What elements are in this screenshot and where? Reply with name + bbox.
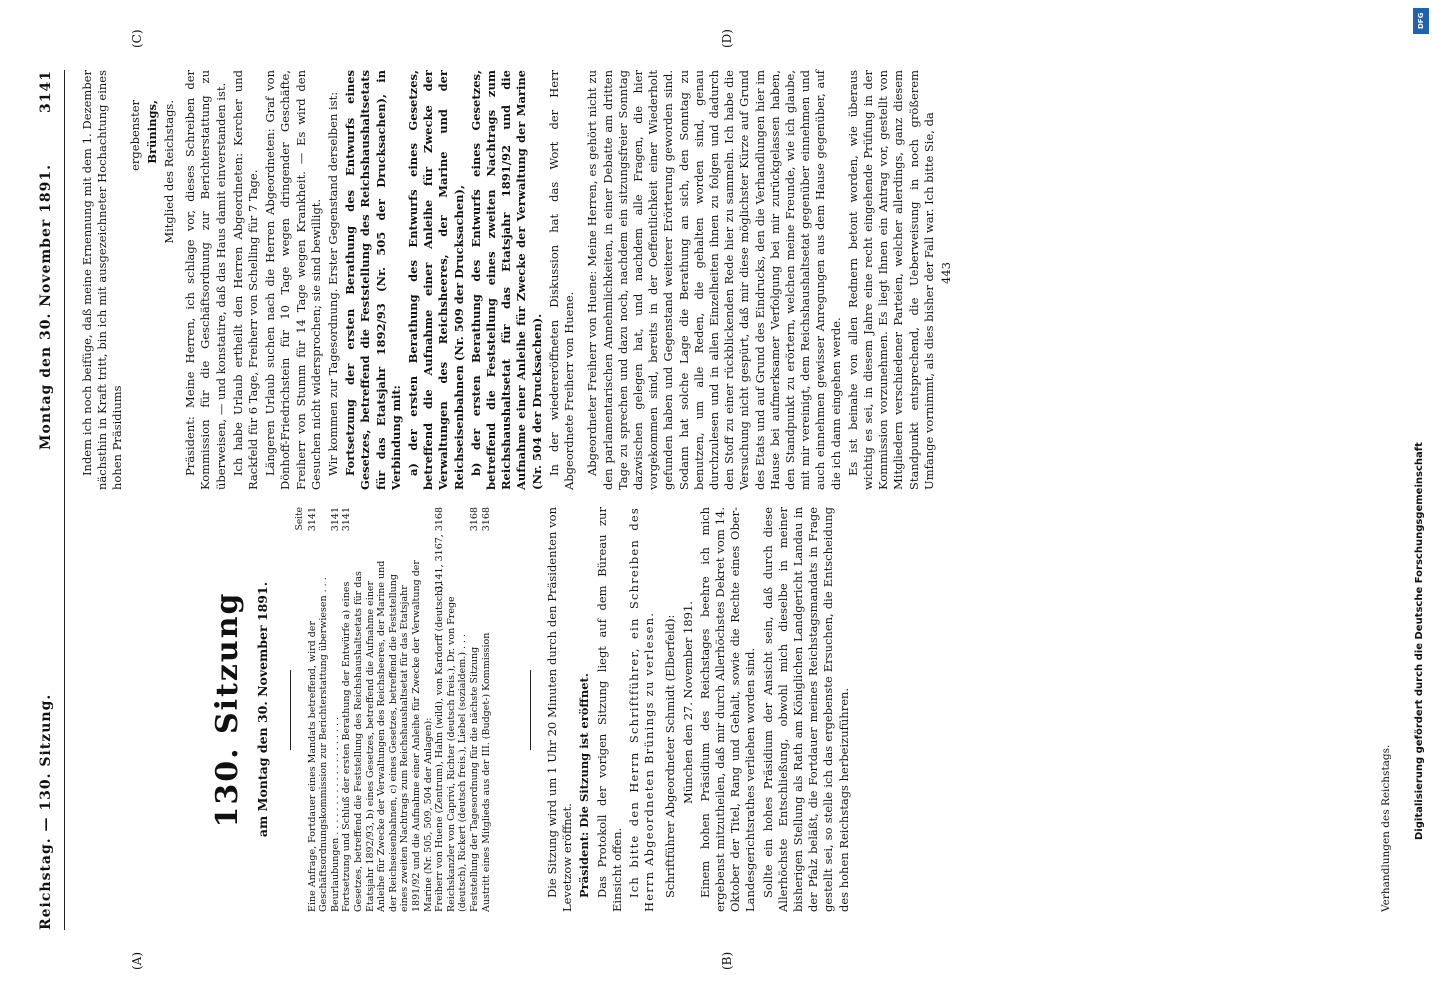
toc-item: Fortsetzung und Schluß der ersten Berathung der Entwürfe a) eines Gesetzes, betreffend die Feststellung des Reichshaushaltsetats für das Etatsjahr 1892/93, b) eines Gesetzes, betreffend die Aufnahme einer Anleihe für Zwecke der Verwaltungen des Reichsheeres, der Marine und der Reichseisenbahnen, c) eines Gesetzes, betreffend die Feststellung eines zweiten Nachtrags zum Reichshaushaltsetat für das Etatsjahr 1891/92 und die Aufnahme einer Anleihe für Zwecke der Verwaltung der Marine (Nr. 505, 509, 504 der Anlagen): 3141 bbox=[341, 507, 434, 912]
agenda-item: b) der ersten Berathung des Entwurfs eines Gesetzes, betreffend die Feststellung eines zweiten Nachtrags zum Reichshaushaltsetat für das Etatsjahr 1891/92 und die Aufnahme einer Anleihe für Zwecke der Verwaltung der Marine (Nr. 504 der Drucksachen). bbox=[468, 70, 544, 490]
opening-paragraph: Ich bitte den Herrn Schriftführer, ein Schreiben des Herrn Abgeordneten Brünings zu verlesen. bbox=[627, 507, 657, 912]
opening-paragraph: Die Sitzung wird um 1 Uhr 20 Minuten durch den Präsidenten von Levetzow eröffnet. bbox=[545, 507, 575, 912]
paragraph: Längeren Urlaub suchen nach die Herren Abgeordneten: Graf von Dönhoff-Friedrichstein für 10 Tage wegen dringender Geschäfte, Freiherr von Stumm für 14 Tage wegen Krankheit. — Es wird den Gesuchen nicht widersprochen; sie sind bewilligt. bbox=[263, 70, 323, 490]
paragraph: Präsident: Meine Herren, ich schlage vor, dieses Schreiben der Kommission für die Geschäftsordnung zur Berichterstattung zu überweisen, — und konstatire, daß das Haus damit einverstanden ist. bbox=[183, 70, 228, 490]
letter-paragraph: Sollte ein hohes Präsidium der Ansicht sein, daß durch diese Allerhöchste Entschließung, obwohl mich dieselbe in meiner bisherigen Stellung als Rath am Königlichen Landgericht Landau in der Pfalz beläßt, die Fortdauer meines Reichstagsmandats in Frage gestellt sei, so stelle ich das ergebenste Ersuchen, die Entscheidung des hohen Reichstags herbeizuführen. bbox=[760, 507, 851, 912]
letter-signature: Brünings, bbox=[144, 100, 159, 164]
opening-paragraph: Präsident: Die Sitzung ist eröffnet. bbox=[577, 673, 592, 898]
signature-number: 443 bbox=[938, 262, 953, 284]
paragraph: In der wiedereröffneten Diskussion hat das Wort der Herr Abgeordnete Freiherr von Huene. bbox=[546, 70, 577, 490]
toc-item: Beurlaubungen . . . . . . . . . . . . . . . . . . . . 3141 bbox=[329, 507, 341, 912]
letter-intro: Schriftführer Abgeordneter Schmidt (Elberfeld): bbox=[663, 614, 678, 898]
speech-paragraph: Es ist beinahe von allen Rednern betont worden, wie überaus wichtig es sei, in diesem Jahre eine recht eingehende Prüfung in der Kommission vorzunehmen. Es liegt Ihnen ein Antrag vor, gestellt von Mitgliedern verschiedener Parteien, welcher allerdings, ganz diesem Standpunkt entsprechend, die Ueberweisung in noch größerem Umfange vornimmt, als dies bisher der Fall war. Ich bitte Sie, da bbox=[845, 70, 936, 490]
toc-rule bbox=[530, 670, 531, 750]
right-column bbox=[80, 70, 956, 490]
header-left: Reichstag. — 130. Sitzung. bbox=[38, 693, 54, 930]
letter-closing: Indem ich noch beifüge, daß meine Ernennung mit dem 1. Dezember nächsthin in Kraft tritt, bin ich mit ausgezeichneter Hochachtung eines hohen Präsidiums bbox=[80, 70, 125, 490]
paragraph: Ich habe Urlaub ertheilt den Herren Abgeordneten: Kercher und Rackfeld für 6 Tage, Freiherr von Schelling für 7 Tage. bbox=[230, 70, 261, 490]
toc-item: Austritt eines Mitglieds aus der III. (Budget-) Kommission 3168 bbox=[480, 507, 492, 912]
header-rule bbox=[64, 70, 65, 930]
agenda-item: a) der ersten Berathung des Entwurfs eines Gesetzes, betreffend die Aufnahme einer Anleihe für Zwecke der Verwaltungen des Reichsheeres, der Marine und der Reichseisenbahnen (Nr. 509 der Drucksachen), bbox=[406, 70, 466, 490]
toc-seite-label: Seite bbox=[295, 507, 305, 531]
session-title: 130. Sitzung bbox=[210, 591, 245, 828]
page-footer: Verhandlungen des Reichstags. bbox=[1380, 744, 1392, 912]
letter-closing-salutation: ergebenster bbox=[127, 100, 142, 171]
letter-place-date: München den 27. November 1891. bbox=[680, 601, 695, 804]
table-of-contents bbox=[295, 507, 492, 912]
header-date: Montag den 30. November 1891. bbox=[38, 164, 54, 450]
agenda-item: Fortsetzung der ersten Berathung des Entwurfs eines Gesetzes, betreffend die Feststellung des Reichshaushaltsetats für das Etatsjahr 1892/93 (Nr. 505 der Drucksachen), in Verbindung mit: bbox=[343, 70, 403, 490]
margin-mark-a: (A) bbox=[130, 951, 144, 970]
letter-signature-role: Mitglied des Reichstags. bbox=[162, 100, 177, 244]
dfg-logo: DFG bbox=[1413, 8, 1429, 34]
running-header bbox=[38, 70, 62, 930]
opening-paragraph: Das Protokoll der vorigen Sitzung liegt auf dem Büreau zur Einsicht offen. bbox=[594, 507, 624, 912]
margin-mark-d: (D) bbox=[720, 29, 734, 48]
session-subtitle: am Montag den 30. November 1891. bbox=[255, 581, 270, 838]
margin-mark-c: (C) bbox=[130, 29, 144, 48]
page-number: 3141 bbox=[38, 70, 54, 113]
toc-item: Feststellung der Tagesordnung für die nächste Sitzung 3168 bbox=[468, 507, 480, 912]
toc-item: Freiherr von Huene (Zentrum), Hahn (wild), von Kardorff (deutsch), Reichskanzler von Caprivi, Richter (deutsch freis.), Dr. von Frege (deutsch), Rickert (deutsch freis.), Liebel (sozialdem.) . . . 3141, 3167, 3168 bbox=[434, 507, 469, 912]
digitization-note: Digitalisierung gefördert durch die Deutsche Forschungsgemeinschaft bbox=[1414, 442, 1425, 840]
paragraph: Wir kommen zur Tagesordnung. Erster Gegenstand derselben ist: bbox=[326, 91, 341, 476]
margin-mark-b: (B) bbox=[720, 951, 734, 970]
toc-item: Eine Anfrage, Fortdauer eines Mandats betreffend, wird der Geschäftsordnungskommission zur Berichterstattung überwiesen . . . 3141 bbox=[306, 507, 330, 912]
speech-paragraph: Abgeordneter Freiherr von Huene: Meine Herren, es gehört nicht zu den parlamentarischen Annehmlichkeiten, in einer Debatte am dritten Tage zu sprechen und dazu noch, nachdem ein sitzungsfreier Sonntag dazwischen gelegen hat, und nachdem alle Fragen, die hier vorgekommen sind, bereits in der Oeffentlichkeit einer Wiederholt gefunden haben und Gegenstand weiterer Erörterung geworden sind. Sodann hat solche Lage die Berathung an sich, den Sonntag zu benutzen, um alle Reden, die gehalten worden sind, genau durchzulesen und in allen Einzelheiten ihnen zu folgen und dadurch den Stoff zu einer rückblickenden Rede hier zu sammeln. Ich habe die Versuchung nicht gespürt, daß mir diese möglichster Kürze auf Grund des Etats und auf Grund des Eindrucks, den die Verhandlungen hier im Hause bei aufmerksamer Verfolgung bei mir zurückgelassen haben, den Standpunkt zu erörtern, welchen meine Freunde, wie ich glaube, mit mir vereinigt, dem Reichshaushaltsetat gegenüber einnehmen und auch einnehmen gewisser Anregungen aus dem Hause gegenüber, auf die ich dann eingehen werde. bbox=[585, 70, 843, 490]
letter-paragraph: Einem hohen Präsidium des Reichstages beehre ich mich ergebenst mitzutheilen, daß mir durch Allerhöchstes Dekret vom 14. Oktober der Titel, Rang und Gehalt, sowie die Rechte eines Ober-Landesgerichtsrathes verliehen worden sind. bbox=[697, 507, 758, 912]
title-rule bbox=[290, 670, 291, 750]
opening-section bbox=[545, 507, 854, 912]
